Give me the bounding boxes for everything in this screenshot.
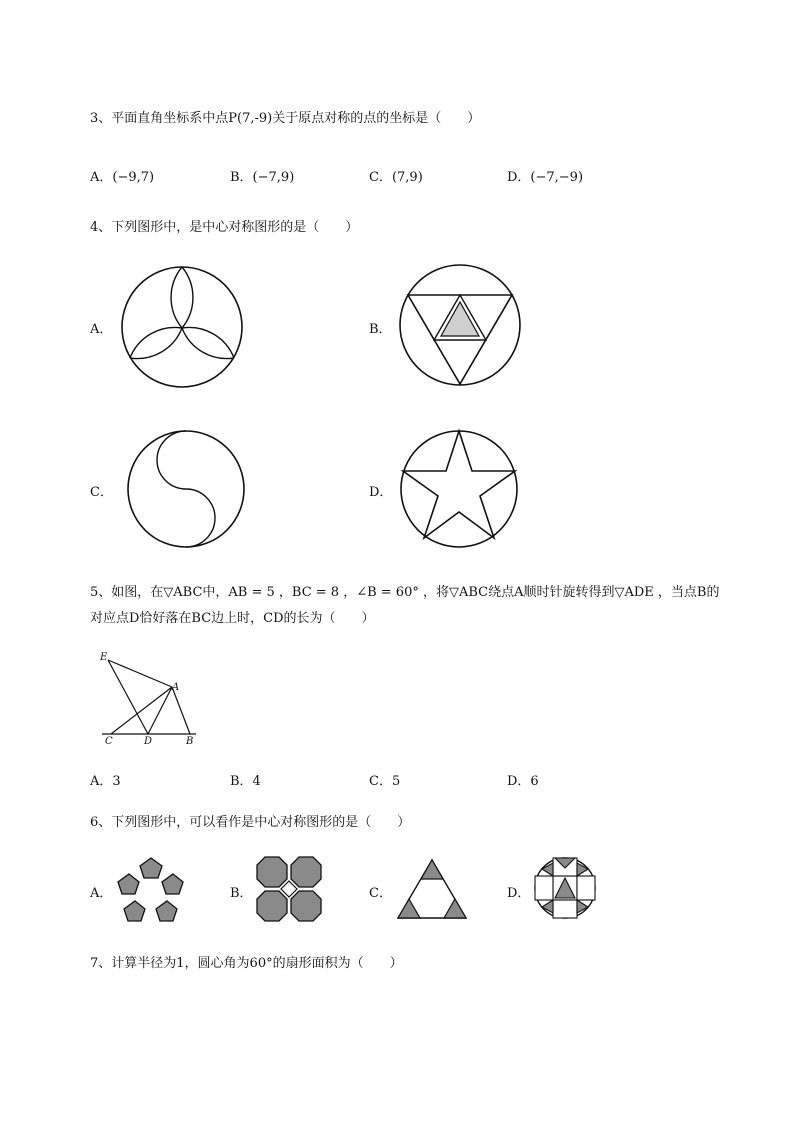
q6-text: 6、下列图形中，可以看作是中心对称图形的是（ ）: [90, 815, 411, 830]
q6-figure-d-dodecagon: [533, 855, 597, 921]
q4-label-c: C．: [90, 485, 113, 500]
q5-label-e: E: [100, 652, 108, 663]
q5-option-c: C．5: [369, 774, 401, 789]
q3-option-a: A．(−9,7): [90, 170, 155, 185]
q5-triangle-figure: [96, 648, 206, 746]
q3-option-b: B．(−7,9): [230, 170, 295, 185]
q6-figure-c-triangle-hexagon: [395, 857, 469, 921]
q4-figure-c-yin-yang: [125, 428, 247, 550]
q7-text: 7、计算半径为1，圆心角为60°的扇形面积为（ ）: [90, 956, 403, 971]
q6-figure-b-octagons: [255, 855, 323, 923]
q6-label-b: B．: [230, 886, 253, 901]
q6-figure-a-pentagons: [115, 854, 187, 924]
q5-text-line2: 对应点D恰好落在BC边上时，CD的长为（ ）: [90, 611, 375, 626]
q4-label-b: B．: [369, 322, 392, 337]
q3-option-d: D．(−7,−9): [507, 170, 584, 185]
q4-figure-b-triangles: [398, 262, 524, 390]
q5-label-a: A: [172, 682, 180, 693]
q5-option-a: A．3: [90, 774, 121, 789]
q5-label-b: B: [186, 736, 194, 746]
q6-label-a: A．: [90, 886, 113, 901]
q4-label-d: D．: [369, 485, 393, 500]
q5-option-b: B．4: [230, 774, 261, 789]
q4-label-a: A．: [90, 322, 113, 337]
q6-label-d: D．: [507, 886, 531, 901]
q5-option-d: D．6: [507, 774, 539, 789]
q3-option-c: C．(7,9): [369, 170, 423, 185]
q4-figure-d-star: [398, 428, 520, 550]
q4-figure-a-trefoil: [120, 262, 245, 390]
q5-text-line1: 5、如图，在▽ABC中，AB = 5 ，BC = 8 ，∠B = 60° ，将▽ABC绕点A顺时针旋转得到▽ADE ，当点B的: [90, 585, 720, 600]
q5-label-c: C: [105, 736, 113, 746]
q4-text: 4、下列图形中，是中心对称图形的是（ ）: [90, 220, 359, 235]
q5-label-d: D: [144, 736, 153, 746]
q6-label-c: C．: [369, 886, 392, 901]
q3-text: 3、平面直角坐标系中点P(7,-9)关于原点对称的点的坐标是（ ）: [90, 111, 481, 126]
